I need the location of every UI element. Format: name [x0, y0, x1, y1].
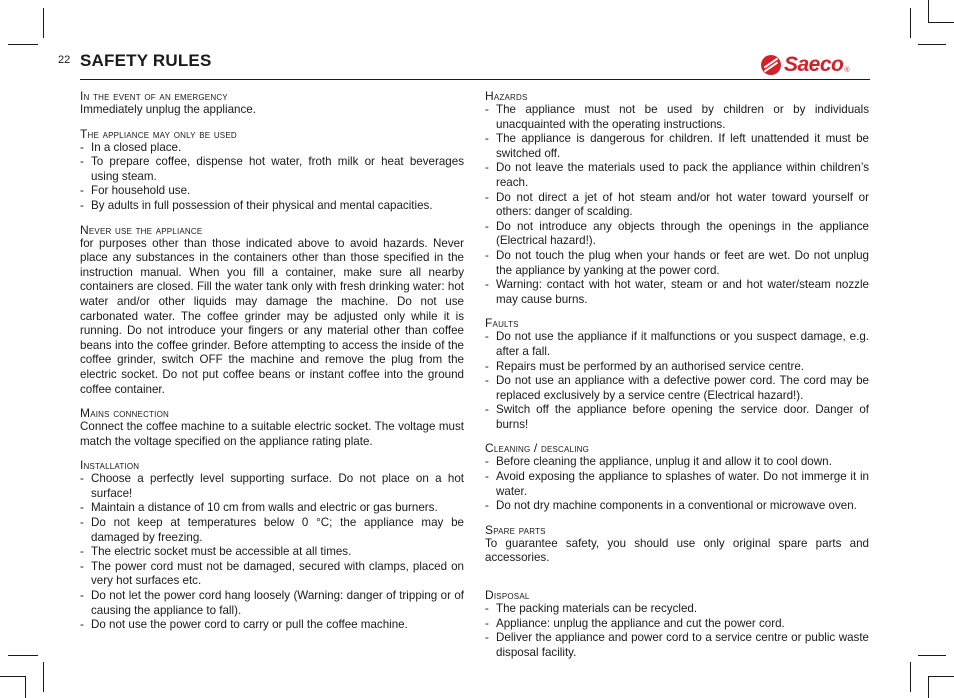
crop-mark [918, 44, 946, 45]
section-heading: Never use the appliance [80, 222, 203, 237]
section-heading: Spare parts [485, 522, 546, 537]
list-item: - Do not introduce any objects through the openings in the appliance (Electrical hazard!). [485, 220, 869, 249]
section-text: Immediately unplug the appliance. [80, 103, 256, 116]
list-item: - Do not leave the materials used to pack the appliance within children’s reach. [485, 161, 869, 190]
list-item: - Do not use an appliance with a defective power cord. The cord may be replaced exclusively by a service centre (Electrical hazard!). [485, 374, 869, 403]
bullet-list [80, 141, 464, 214]
crop-mark [8, 44, 38, 45]
crop-mark [0, 676, 25, 677]
crop-mark [25, 676, 26, 698]
list-item: - Do not let the power cord hang loosely (Warning: danger of tripping or of causing the appliance to fall). [80, 589, 464, 618]
list-item: - Repairs must be performed by an authorised service centre. [485, 360, 869, 375]
section-heading: Hazards [485, 89, 528, 103]
list-item: - Avoid exposing the appliance to splashes of water. Do not immerge it in water. [485, 470, 869, 499]
left-column [80, 89, 464, 633]
section-heading: Mains connection [80, 406, 169, 421]
list-item: - Do not direct a jet of hot steam and/or hot water toward yourself or others: danger of scalding. [485, 191, 869, 220]
section-text: for purposes other than those indicated above to avoid hazards. Never place any substances in the containers other than those specified in the instruction manual. When you fill a container, make sure all nearby containers are closed. Fill the water tank only with fresh drinking water: hot water and/or other liquids may damage the machine. Do not use carbonated water. The coffee grinder may be adjusted only while it is running. Do not introduce your fingers or any material other than coffee beans into the coffee grinder. Before attempting to access the inside of the coffee grinder, switch OFF the machine and remove the plug from the electric socket. Do not put coffee beans or instant coffee into the ground coffee container. [80, 236, 464, 396]
bullet-list [80, 472, 464, 633]
bullet-list [485, 455, 869, 513]
list-item: - Do not dry machine components in a conventional or microwave oven. [485, 499, 869, 514]
list-item: - Switch off the appliance before opening the service door. Danger of burns! [485, 403, 869, 432]
list-item: - The power cord must not be damaged, secured with clamps, placed on very hot surfaces etc. [80, 560, 464, 589]
list-item: - Do not touch the plug when your hands or feet are wet. Do not unplug the appliance by yanking at the power cord. [485, 249, 869, 278]
right-column [485, 89, 869, 660]
crop-mark [8, 655, 38, 656]
section-heading: In the event of an emergency [80, 89, 228, 103]
crop-mark [918, 655, 946, 656]
crop-mark [910, 662, 911, 692]
brand-logo [761, 53, 850, 77]
list-item: - In a closed place. [80, 141, 464, 156]
bullet-list [485, 330, 869, 432]
crop-mark [43, 8, 44, 38]
list-item: - The packing materials can be recycled. [485, 602, 869, 617]
list-item: - Deliver the appliance and power cord to a service centre or public waste disposal facility. [485, 631, 869, 660]
section-heading: Installation [80, 458, 140, 473]
section-text: Connect the coffee machine to a suitable electric socket. The voltage must match the voltage specified on the appliance rating plate. [80, 420, 464, 448]
page-title: SAFETY RULES [80, 51, 212, 70]
crop-mark [910, 8, 911, 38]
section-heading: Faults [485, 316, 519, 331]
list-item: - To prepare coffee, dispense hot water, froth milk or heat beverages using steam. [80, 155, 464, 184]
list-item: - Choose a perfectly level supporting surface. Do not place on a hot surface! [80, 472, 464, 501]
bullet-list [485, 602, 869, 660]
logo-text: Saeco [784, 53, 844, 76]
header-rule [80, 79, 870, 80]
list-item: - Warning: contact with hot water, steam or and hot water/steam nozzle may cause burns. [485, 278, 869, 307]
crop-mark [928, 0, 929, 22]
section-heading: The appliance may only be used [80, 126, 237, 141]
list-item: - The appliance is dangerous for children. If left unattended it must be switched off. [485, 132, 869, 161]
section-heading: Disposal [485, 588, 530, 603]
section-text: To guarantee safety, you should use only original spare parts and accessories. [485, 536, 869, 565]
list-item: - Do not use the appliance if it malfunctions or you suspect damage, e.g. after a fall. [485, 330, 869, 359]
bullet-list [485, 103, 869, 307]
crop-mark [928, 676, 954, 677]
crop-mark [928, 22, 954, 23]
list-item: - Do not use the power cord to carry or pull the coffee machine. [80, 618, 464, 633]
list-item: - By adults in full possession of their physical and mental capacities. [80, 199, 464, 214]
list-item: - The electric socket must be accessible at all times. [80, 545, 464, 560]
section-heading: Cleaning / descaling [485, 441, 590, 456]
crop-mark [43, 662, 44, 692]
logo-mark-icon [761, 55, 781, 75]
list-item: - Appliance: unplug the appliance and cut the power cord. [485, 617, 869, 632]
list-item: - The appliance must not be used by children or by individuals unacquainted with the operating instructions. [485, 103, 869, 132]
crop-mark [928, 676, 929, 698]
page-number: 22 [58, 54, 71, 66]
list-item: - Before cleaning the appliance, unplug it and allow it to cool down. [485, 455, 869, 470]
logo-registered-mark: ® [844, 66, 850, 74]
list-item: - For household use. [80, 184, 464, 199]
list-item: - Do not keep at temperatures below 0 °C; the appliance may be damaged by freezing. [80, 516, 464, 545]
list-item: - Maintain a distance of 10 cm from walls and electric or gas burners. [80, 501, 464, 516]
